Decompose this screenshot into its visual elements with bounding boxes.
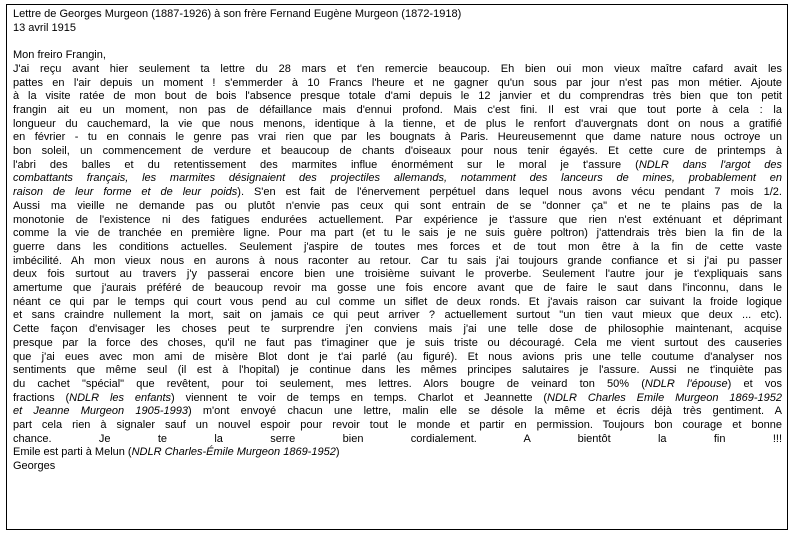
body-line: sentiments que même seul (il est à l'hopital) je continue dans les mêmes principes salutaires je l'assure. Aussi ne t'inquiète pas <box>13 364 782 377</box>
body-line: comme la vie de tranchée en première ligne. Pour ma part (et tu le sais je ne suis guère poltron) j'attendrais très bien la fin de la <box>13 227 782 240</box>
salutation: Mon freiro Frangin, <box>13 49 106 62</box>
body-line: imbécilité. Ah mon vieux nous en aurons à nous raconter au retour. Car tu sais j'ai toujours grande confiance et si j'ai pu passer <box>13 254 782 267</box>
body-line: l'abri des balles et du retentissement des marmites influe énormément sur le moral je t'assure (NDLR dans l'argot des <box>13 158 782 171</box>
body-line: raison de leur forme et de leur poids). S'en est fait de l'énervement perpétuel dans lequel nous avons vécu pendant 7 mois 1/2. <box>13 186 782 199</box>
letter-body <box>13 63 782 447</box>
body-line: du cachet "spécial" que revêtent, pour toi seulement, mes lettres. Alors bougre de veinard ton 50% (NDLR l'épouse) et vos <box>13 377 782 390</box>
body-line: Cette façon d'envisager les choses peut te surprendre j'en conviens mais j'ai une telle dose de philosophie maintenant, acquise <box>13 323 782 336</box>
letter-frame <box>6 4 788 530</box>
body-line: combattants français, les marmites désignaient des projectiles allemands, notamment des lanceurs de mines, probablement en <box>13 172 782 185</box>
body-line: presque par la force des choses, qu'il ne faut pas t'imaginer que je suis triste ou découragé. Cela me vient surtout des causeries <box>13 336 782 349</box>
body-line: deux fois surtout au travers j'y passerai encore bien une troisième suivant le proverbe. Seulement l'autre jour je t'expliquais sans <box>13 268 782 281</box>
body-line: longueur du cauchemard, la vie que nous menons, identique à la tienne, et de plus le renfort d'auvergnats dont on nous a gratifié <box>13 117 782 130</box>
body-line: Aussi ma vieille ne demande pas ou plutôt n'envie pas ceux qui sont entrain de se "donner ça" et ne te plains pas de la <box>13 199 782 212</box>
body-line: et Jeanne Murgeon 1905-1993) m'ont envoyé chacun une lettre, malin elle se désole la même et écris déjà très gentiment. A <box>13 405 783 418</box>
body-line: amertume que j'aurais préféré de beaucoup revoir ma gosse une fois encore avant que de faire le saut dans l'inconnu, dans le <box>13 282 782 295</box>
body-line: chance. Je te la serre bien cordialement. A bientôt la fin !!! <box>13 432 782 445</box>
body-line: que j'ai eues avec mon ami de misère Blot dont je t'ai parlé (au figuré). Et nous avions pris une telle coutume d'analyser nos <box>13 350 782 363</box>
letter-title: Lettre de Georges Murgeon (1887-1926) à son frère Fernand Eugène Murgeon (1872-1918) <box>13 8 462 20</box>
body-line: en février - tu en connais le genre pas vrai rien que par les bougnats à Paris. Heureusemennt que dame nature nous octroye un <box>13 131 782 144</box>
body-line: pattes en l'air depuis un moment ! s'emmerder à 10 Francs l'heure et ne gagner qu'un sous par jour n'est pas mon métier. Ajoute <box>13 76 782 89</box>
body-line: guerre dans les conditions actuelles. Seulement j'aspire de toutes mes forces et de tout mon être à la fin de cette vaste <box>13 240 782 253</box>
body-line: frangin ait eu un moment, non pas de défaillance mais d'ennui profond. Mais c'est fini. Il est vrai que tout porte à cela : la <box>13 103 782 116</box>
body-line: monotonie de l'existence ni des fatigues endurées actuellement. Par expérience je t'assure que rien n'est exténuant et déprimant <box>13 213 782 226</box>
body-line: bon soleil, un commencement de verdure et beaucoup de chants d'oiseaux pour nous tenir égayés. Et cette cure de printemps à <box>13 145 782 158</box>
postscript: Emile est parti à Melun (NDLR Charles-Émile Murgeon 1869-1952) <box>13 446 340 459</box>
letter-date: 13 avril 1915 <box>13 21 76 34</box>
signature: Georges <box>13 460 56 473</box>
body-line: part cela rien à signaler sauf un nouvel espoir pour revoir tout le monde et partir en permission. Toujours bon courage et bonne <box>13 419 782 432</box>
body-line: à la visite ratée de mon bout de bois l'absence presque totale d'ami depuis le 12 janvier et du comprendras très bien que ton petit <box>13 90 782 103</box>
spacer <box>13 35 782 49</box>
body-line: néant ce qui par le temps qui court vous pend au cul comme un siflet de deux ronds. Et j'avais raison car suivant la froide logique <box>13 295 782 308</box>
body-line: fractions (NDLR les enfants) viennent te voir de temps en temps. Charlot et Jeannette (NDLR Charles Emile Murgeon 1869-1952 <box>13 391 782 404</box>
body-line: et sans craindre nullement la mort, sait on jamais ce qui peut arriver ? actuellement surtout "un tien vaut mieux que deux ... etc). <box>13 309 782 322</box>
body-line: J'ai reçu avant hier seulement ta lettre du 28 mars et t'en remercie beaucoup. Eh bien oui mon vieux maître cafard avait les <box>13 62 782 75</box>
